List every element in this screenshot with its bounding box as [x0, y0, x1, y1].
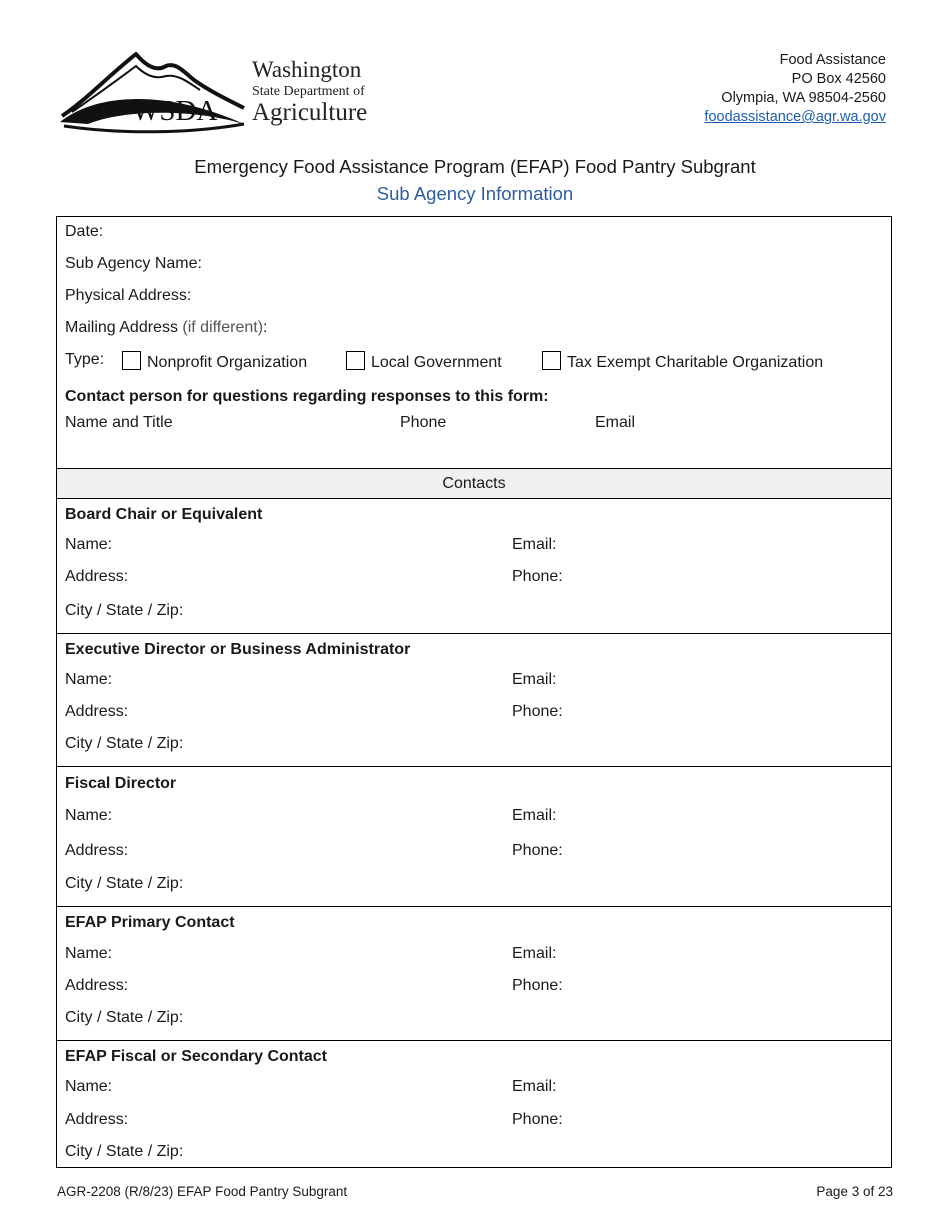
logo-line-agriculture: Agriculture — [252, 99, 368, 126]
section-divider — [57, 633, 891, 634]
section-title-efap-primary: EFAP Primary Contact — [65, 914, 235, 931]
logo-mark-text: WSDA — [132, 95, 218, 127]
phone-label: Phone: — [512, 1111, 563, 1128]
section-title-board-chair: Board Chair or Equivalent — [65, 506, 263, 523]
section-title-executive-director: Executive Director or Business Administrator — [65, 641, 411, 658]
section-title-fiscal-director: Fiscal Director — [65, 775, 177, 792]
local-government-label: Local Government — [371, 354, 502, 371]
name-label: Name: — [65, 671, 113, 688]
wsda-mountain-icon — [58, 48, 248, 134]
agency-line: Food Assistance — [779, 52, 886, 68]
agency-line: PO Box 42560 — [791, 71, 886, 87]
sub-agency-form — [56, 216, 892, 1168]
address-label: Address: — [65, 842, 129, 859]
mailing-address-label — [65, 319, 267, 337]
type-option-local-government[interactable] — [346, 351, 502, 372]
page-subtitle: Sub Agency Information — [376, 183, 574, 204]
sub-agency-name-label: Sub Agency Name: — [65, 255, 202, 272]
contact-person-heading: Contact person for questions regarding responses to this form: — [65, 388, 549, 405]
page-title: Emergency Food Assistance Program (EFAP) Food Pantry Subgrant — [194, 156, 756, 177]
city-state-zip-label: City / State / Zip: — [65, 602, 184, 619]
city-state-zip-label: City / State / Zip: — [65, 735, 184, 752]
physical-address-label: Physical Address: — [65, 287, 192, 304]
type-option-nonprofit[interactable] — [122, 351, 307, 372]
section-divider — [57, 1040, 891, 1041]
phone-label: Phone: — [512, 842, 563, 859]
logo-wordmark — [252, 58, 367, 125]
name-label: Name: — [65, 536, 113, 553]
mailing-address-text: Mailing Address — [65, 319, 178, 336]
footer-page-number: Page 3 of 23 — [816, 1184, 893, 1199]
logo-line-state-dept: State Department of — [252, 84, 365, 99]
phone-label: Phone: — [512, 568, 563, 585]
email-label: Email: — [512, 945, 557, 962]
email-label: Email: — [512, 536, 557, 553]
name-label: Name: — [65, 945, 113, 962]
section-divider — [57, 906, 891, 907]
nonprofit-label: Nonprofit Organization — [147, 354, 308, 371]
contact-col-name-title: Name and Title — [65, 414, 173, 431]
local-government-checkbox[interactable] — [346, 351, 365, 370]
name-label: Name: — [65, 1078, 113, 1095]
phone-label: Phone: — [512, 703, 563, 720]
footer-form-id: AGR-2208 (R/8/23) EFAP Food Pantry Subgrant — [57, 1184, 348, 1199]
address-label: Address: — [65, 568, 129, 585]
name-label: Name: — [65, 807, 113, 824]
nonprofit-checkbox[interactable] — [122, 351, 141, 370]
section-title-efap-fiscal-secondary: EFAP Fiscal or Secondary Contact — [65, 1048, 328, 1065]
email-label: Email: — [512, 1078, 557, 1095]
contact-col-phone: Phone — [400, 414, 447, 431]
email-label: Email: — [512, 807, 557, 824]
type-option-tax-exempt[interactable] — [542, 351, 823, 372]
agency-email-link[interactable]: foodassistance@agr.wa.gov — [704, 109, 886, 125]
agency-address — [704, 51, 886, 127]
wsda-logo — [58, 48, 378, 134]
address-label: Address: — [65, 703, 129, 720]
address-label: Address: — [65, 977, 129, 994]
city-state-zip-label: City / State / Zip: — [65, 1009, 184, 1026]
mailing-address-note: (if different) — [182, 319, 264, 336]
mailing-address-colon: : — [263, 319, 268, 336]
section-divider — [57, 766, 891, 767]
phone-label: Phone: — [512, 977, 563, 994]
city-state-zip-label: City / State / Zip: — [65, 875, 184, 892]
address-label: Address: — [65, 1111, 129, 1128]
type-label: Type: — [65, 351, 105, 368]
contacts-band: Contacts — [57, 468, 891, 499]
tax-exempt-checkbox[interactable] — [542, 351, 561, 370]
contact-col-email: Email — [595, 414, 636, 431]
date-label: Date: — [65, 223, 104, 240]
agency-line: Olympia, WA 98504-2560 — [721, 90, 886, 106]
tax-exempt-label: Tax Exempt Charitable Organization — [567, 354, 824, 371]
logo-line-washington: Washington — [252, 57, 362, 82]
email-label: Email: — [512, 671, 557, 688]
city-state-zip-label: City / State / Zip: — [65, 1143, 184, 1160]
